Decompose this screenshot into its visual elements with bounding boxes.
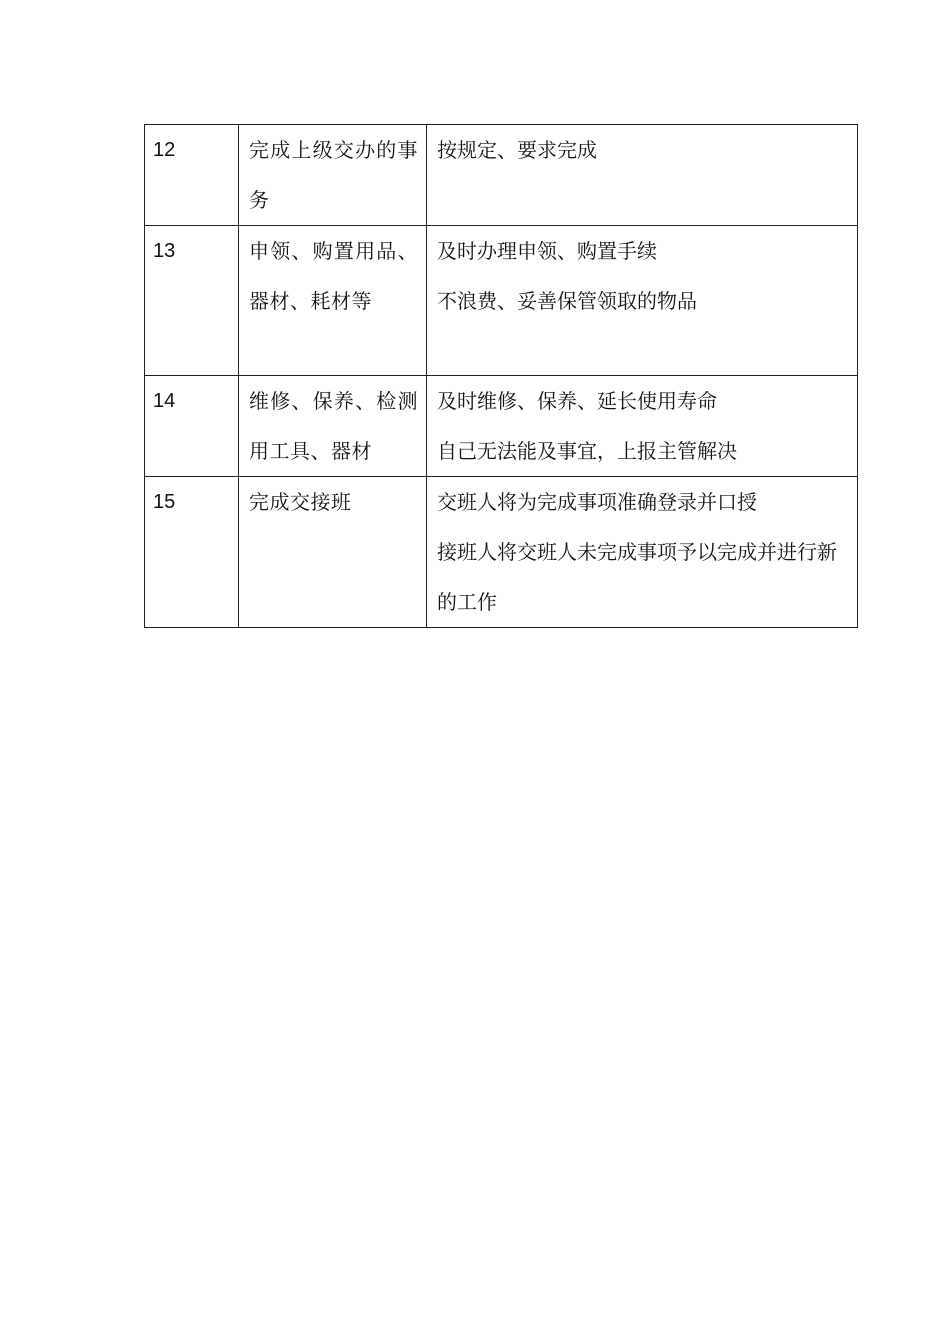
duty-item-text: 维修、保养、检测用工具、器材 — [249, 389, 418, 463]
row-number: 14 — [145, 376, 239, 477]
requirement-line: 及时维修、保养、延长使用寿命 — [437, 389, 717, 413]
duty-item-text: 完成交接班 — [249, 490, 352, 514]
duty-requirements — [427, 376, 858, 477]
table-row — [145, 376, 858, 477]
requirement-line: 接班人将交班人未完成事项予以完成并进行新的工作 — [437, 540, 837, 614]
table-row — [145, 477, 858, 628]
duty-item-text: 完成上级交办的事务 — [249, 138, 418, 212]
table-row — [145, 226, 858, 376]
requirement-line: 及时办理申领、购置手续 — [437, 239, 657, 263]
duty-item — [239, 376, 427, 477]
row-number: 12 — [145, 125, 239, 226]
table-row — [145, 125, 858, 226]
requirement-line: 交班人将为完成事项准确登录并口授 — [437, 490, 757, 514]
duty-requirements — [427, 477, 858, 628]
row-number: 15 — [145, 477, 239, 628]
requirement-line: 按规定、要求完成 — [437, 138, 597, 162]
duty-item — [239, 477, 427, 628]
duty-table — [144, 124, 858, 628]
row-number: 13 — [145, 226, 239, 376]
requirement-line: 自己无法能及事宜，上报主管解决 — [437, 439, 737, 463]
duty-item-text: 申领、购置用品、器材、耗材等 — [249, 239, 418, 313]
duty-item — [239, 125, 427, 226]
duty-requirements — [427, 125, 858, 226]
duty-requirements — [427, 226, 858, 376]
duty-item — [239, 226, 427, 376]
requirement-line: 不浪费、妥善保管领取的物品 — [437, 289, 697, 313]
